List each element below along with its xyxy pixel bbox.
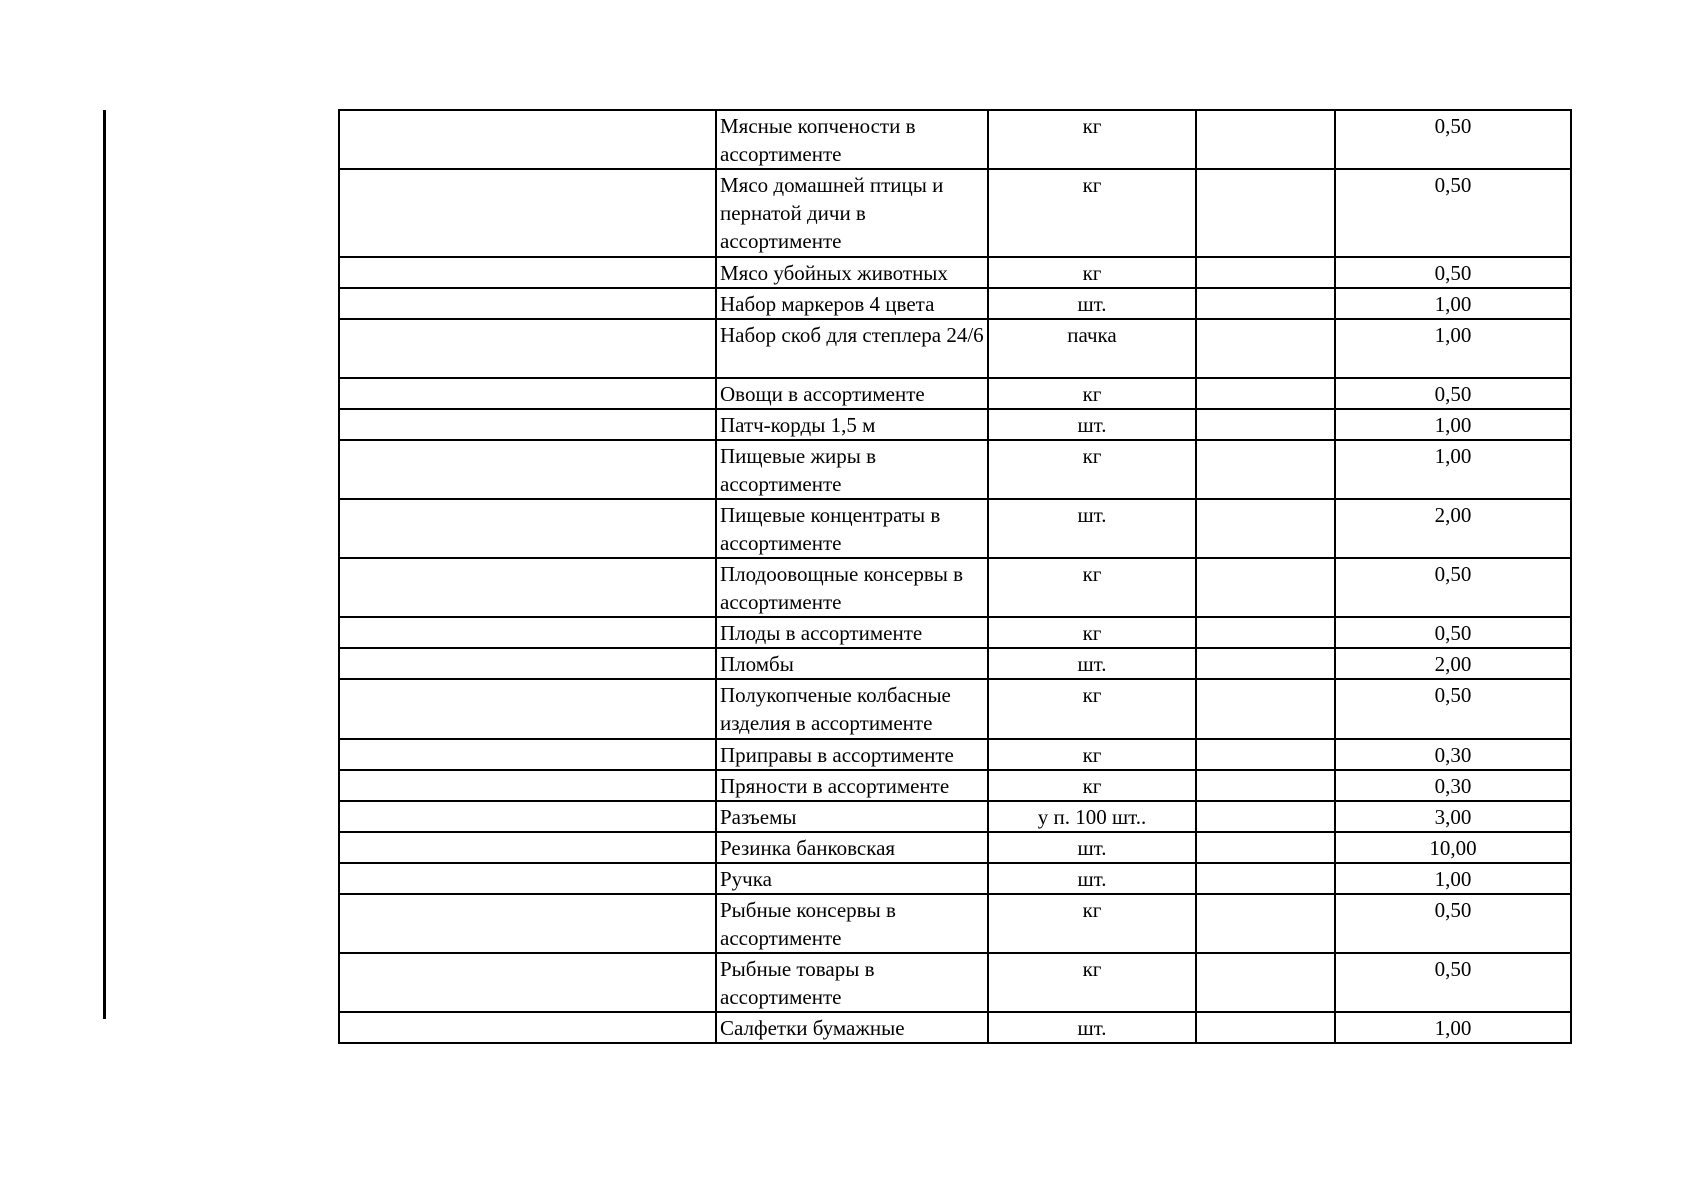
unit-cell: кг	[988, 770, 1196, 801]
table-row	[339, 440, 1571, 499]
blank-cell	[339, 169, 716, 257]
table-row	[339, 409, 1571, 440]
blank-cell	[1196, 288, 1335, 319]
blank-cell	[339, 257, 716, 288]
blank-cell	[339, 832, 716, 863]
table-row	[339, 739, 1571, 770]
table-row	[339, 894, 1571, 953]
item-name-cell: Рыбные консервы в ассортименте	[716, 894, 988, 953]
quantity-cell: 0,30	[1335, 770, 1571, 801]
blank-cell	[1196, 440, 1335, 499]
unit-cell: кг	[988, 257, 1196, 288]
quantity-cell: 1,00	[1335, 288, 1571, 319]
unit-cell: кг	[988, 558, 1196, 617]
quantity-cell: 2,00	[1335, 648, 1571, 679]
blank-cell	[339, 288, 716, 319]
blank-cell	[1196, 558, 1335, 617]
item-name-cell: Полукопченые колбасные изделия в ассортименте	[716, 679, 988, 739]
table-row	[339, 801, 1571, 832]
blank-cell	[1196, 169, 1335, 257]
blank-cell	[339, 1012, 716, 1043]
unit-cell: кг	[988, 739, 1196, 770]
table-row	[339, 863, 1571, 894]
blank-cell	[1196, 617, 1335, 648]
quantity-cell: 0,50	[1335, 558, 1571, 617]
quantity-cell: 0,50	[1335, 110, 1571, 169]
unit-cell: шт.	[988, 1012, 1196, 1043]
unit-cell: кг	[988, 169, 1196, 257]
blank-cell	[339, 894, 716, 953]
item-name-cell: Разъемы	[716, 801, 988, 832]
quantity-cell: 2,00	[1335, 499, 1571, 558]
blank-cell	[339, 558, 716, 617]
item-name-cell: Рыбные товары в ассортименте	[716, 953, 988, 1012]
table-row	[339, 770, 1571, 801]
unit-cell: кг	[988, 894, 1196, 953]
item-name-cell: Набор скоб для степлера 24/6	[716, 319, 988, 378]
blank-cell	[339, 739, 716, 770]
quantity-cell: 0,50	[1335, 378, 1571, 409]
blank-cell	[1196, 110, 1335, 169]
blank-cell	[339, 440, 716, 499]
blank-cell	[1196, 1012, 1335, 1043]
table-row	[339, 110, 1571, 169]
item-name-cell: Резинка банковская	[716, 832, 988, 863]
table-row	[339, 953, 1571, 1012]
item-name-cell: Овощи в ассортименте	[716, 378, 988, 409]
table-row	[339, 378, 1571, 409]
blank-cell	[1196, 679, 1335, 739]
item-name-cell: Набор маркеров 4 цвета	[716, 288, 988, 319]
table-row	[339, 288, 1571, 319]
blank-cell	[339, 378, 716, 409]
unit-cell: кг	[988, 953, 1196, 1012]
table-row	[339, 679, 1571, 739]
unit-cell: шт.	[988, 832, 1196, 863]
blank-cell	[339, 953, 716, 1012]
table-row	[339, 832, 1571, 863]
blank-cell	[1196, 378, 1335, 409]
item-name-cell: Салфетки бумажные	[716, 1012, 988, 1043]
table-row	[339, 257, 1571, 288]
quantity-cell: 0,50	[1335, 894, 1571, 953]
quantity-cell: 1,00	[1335, 440, 1571, 499]
table-row	[339, 169, 1571, 257]
blank-cell	[1196, 953, 1335, 1012]
blank-cell	[1196, 770, 1335, 801]
blank-cell	[1196, 257, 1335, 288]
quantity-cell: 0,50	[1335, 169, 1571, 257]
blank-cell	[1196, 832, 1335, 863]
items-table	[338, 109, 1572, 1044]
quantity-cell: 0,30	[1335, 739, 1571, 770]
item-name-cell: Пломбы	[716, 648, 988, 679]
table-row	[339, 319, 1571, 378]
blank-cell	[339, 617, 716, 648]
item-name-cell: Патч-корды 1,5 м	[716, 409, 988, 440]
quantity-cell: 0,50	[1335, 617, 1571, 648]
left-margin-rule	[103, 110, 106, 1019]
quantity-cell: 1,00	[1335, 863, 1571, 894]
quantity-cell: 10,00	[1335, 832, 1571, 863]
blank-cell	[1196, 863, 1335, 894]
blank-cell	[339, 409, 716, 440]
item-name-cell: Плоды в ассортименте	[716, 617, 988, 648]
blank-cell	[339, 801, 716, 832]
blank-cell	[1196, 801, 1335, 832]
blank-cell	[1196, 499, 1335, 558]
unit-cell: шт.	[988, 288, 1196, 319]
unit-cell: кг	[988, 440, 1196, 499]
blank-cell	[1196, 409, 1335, 440]
table-row	[339, 558, 1571, 617]
item-name-cell: Приправы в ассортименте	[716, 739, 988, 770]
item-name-cell: Мясо домашней птицы и пернатой дичи в ассортименте	[716, 169, 988, 257]
item-name-cell: Пряности в ассортименте	[716, 770, 988, 801]
item-name-cell: Пищевые концентраты в ассортименте	[716, 499, 988, 558]
unit-cell: шт.	[988, 863, 1196, 894]
blank-cell	[1196, 739, 1335, 770]
quantity-cell: 1,00	[1335, 409, 1571, 440]
unit-cell: шт.	[988, 648, 1196, 679]
unit-cell: у п. 100 шт..	[988, 801, 1196, 832]
item-name-cell: Ручка	[716, 863, 988, 894]
quantity-cell: 1,00	[1335, 319, 1571, 378]
blank-cell	[1196, 894, 1335, 953]
table-row	[339, 617, 1571, 648]
item-name-cell: Пищевые жиры в ассортименте	[716, 440, 988, 499]
items-table-body	[339, 110, 1571, 1043]
unit-cell: кг	[988, 679, 1196, 739]
table-row	[339, 499, 1571, 558]
blank-cell	[339, 319, 716, 378]
quantity-cell: 0,50	[1335, 257, 1571, 288]
item-name-cell: Мясные копчености в ассортименте	[716, 110, 988, 169]
quantity-cell: 1,00	[1335, 1012, 1571, 1043]
unit-cell: шт.	[988, 499, 1196, 558]
blank-cell	[339, 110, 716, 169]
unit-cell: кг	[988, 378, 1196, 409]
unit-cell: пачка	[988, 319, 1196, 378]
unit-cell: кг	[988, 617, 1196, 648]
blank-cell	[339, 648, 716, 679]
item-name-cell: Мясо убойных животных	[716, 257, 988, 288]
quantity-cell: 0,50	[1335, 953, 1571, 1012]
item-name-cell: Плодоовощные консервы в ассортименте	[716, 558, 988, 617]
blank-cell	[339, 863, 716, 894]
blank-cell	[339, 499, 716, 558]
blank-cell	[339, 679, 716, 739]
blank-cell	[1196, 319, 1335, 378]
table-row	[339, 1012, 1571, 1043]
unit-cell: кг	[988, 110, 1196, 169]
table-row	[339, 648, 1571, 679]
unit-cell: шт.	[988, 409, 1196, 440]
quantity-cell: 3,00	[1335, 801, 1571, 832]
blank-cell	[1196, 648, 1335, 679]
quantity-cell: 0,50	[1335, 679, 1571, 739]
blank-cell	[339, 770, 716, 801]
